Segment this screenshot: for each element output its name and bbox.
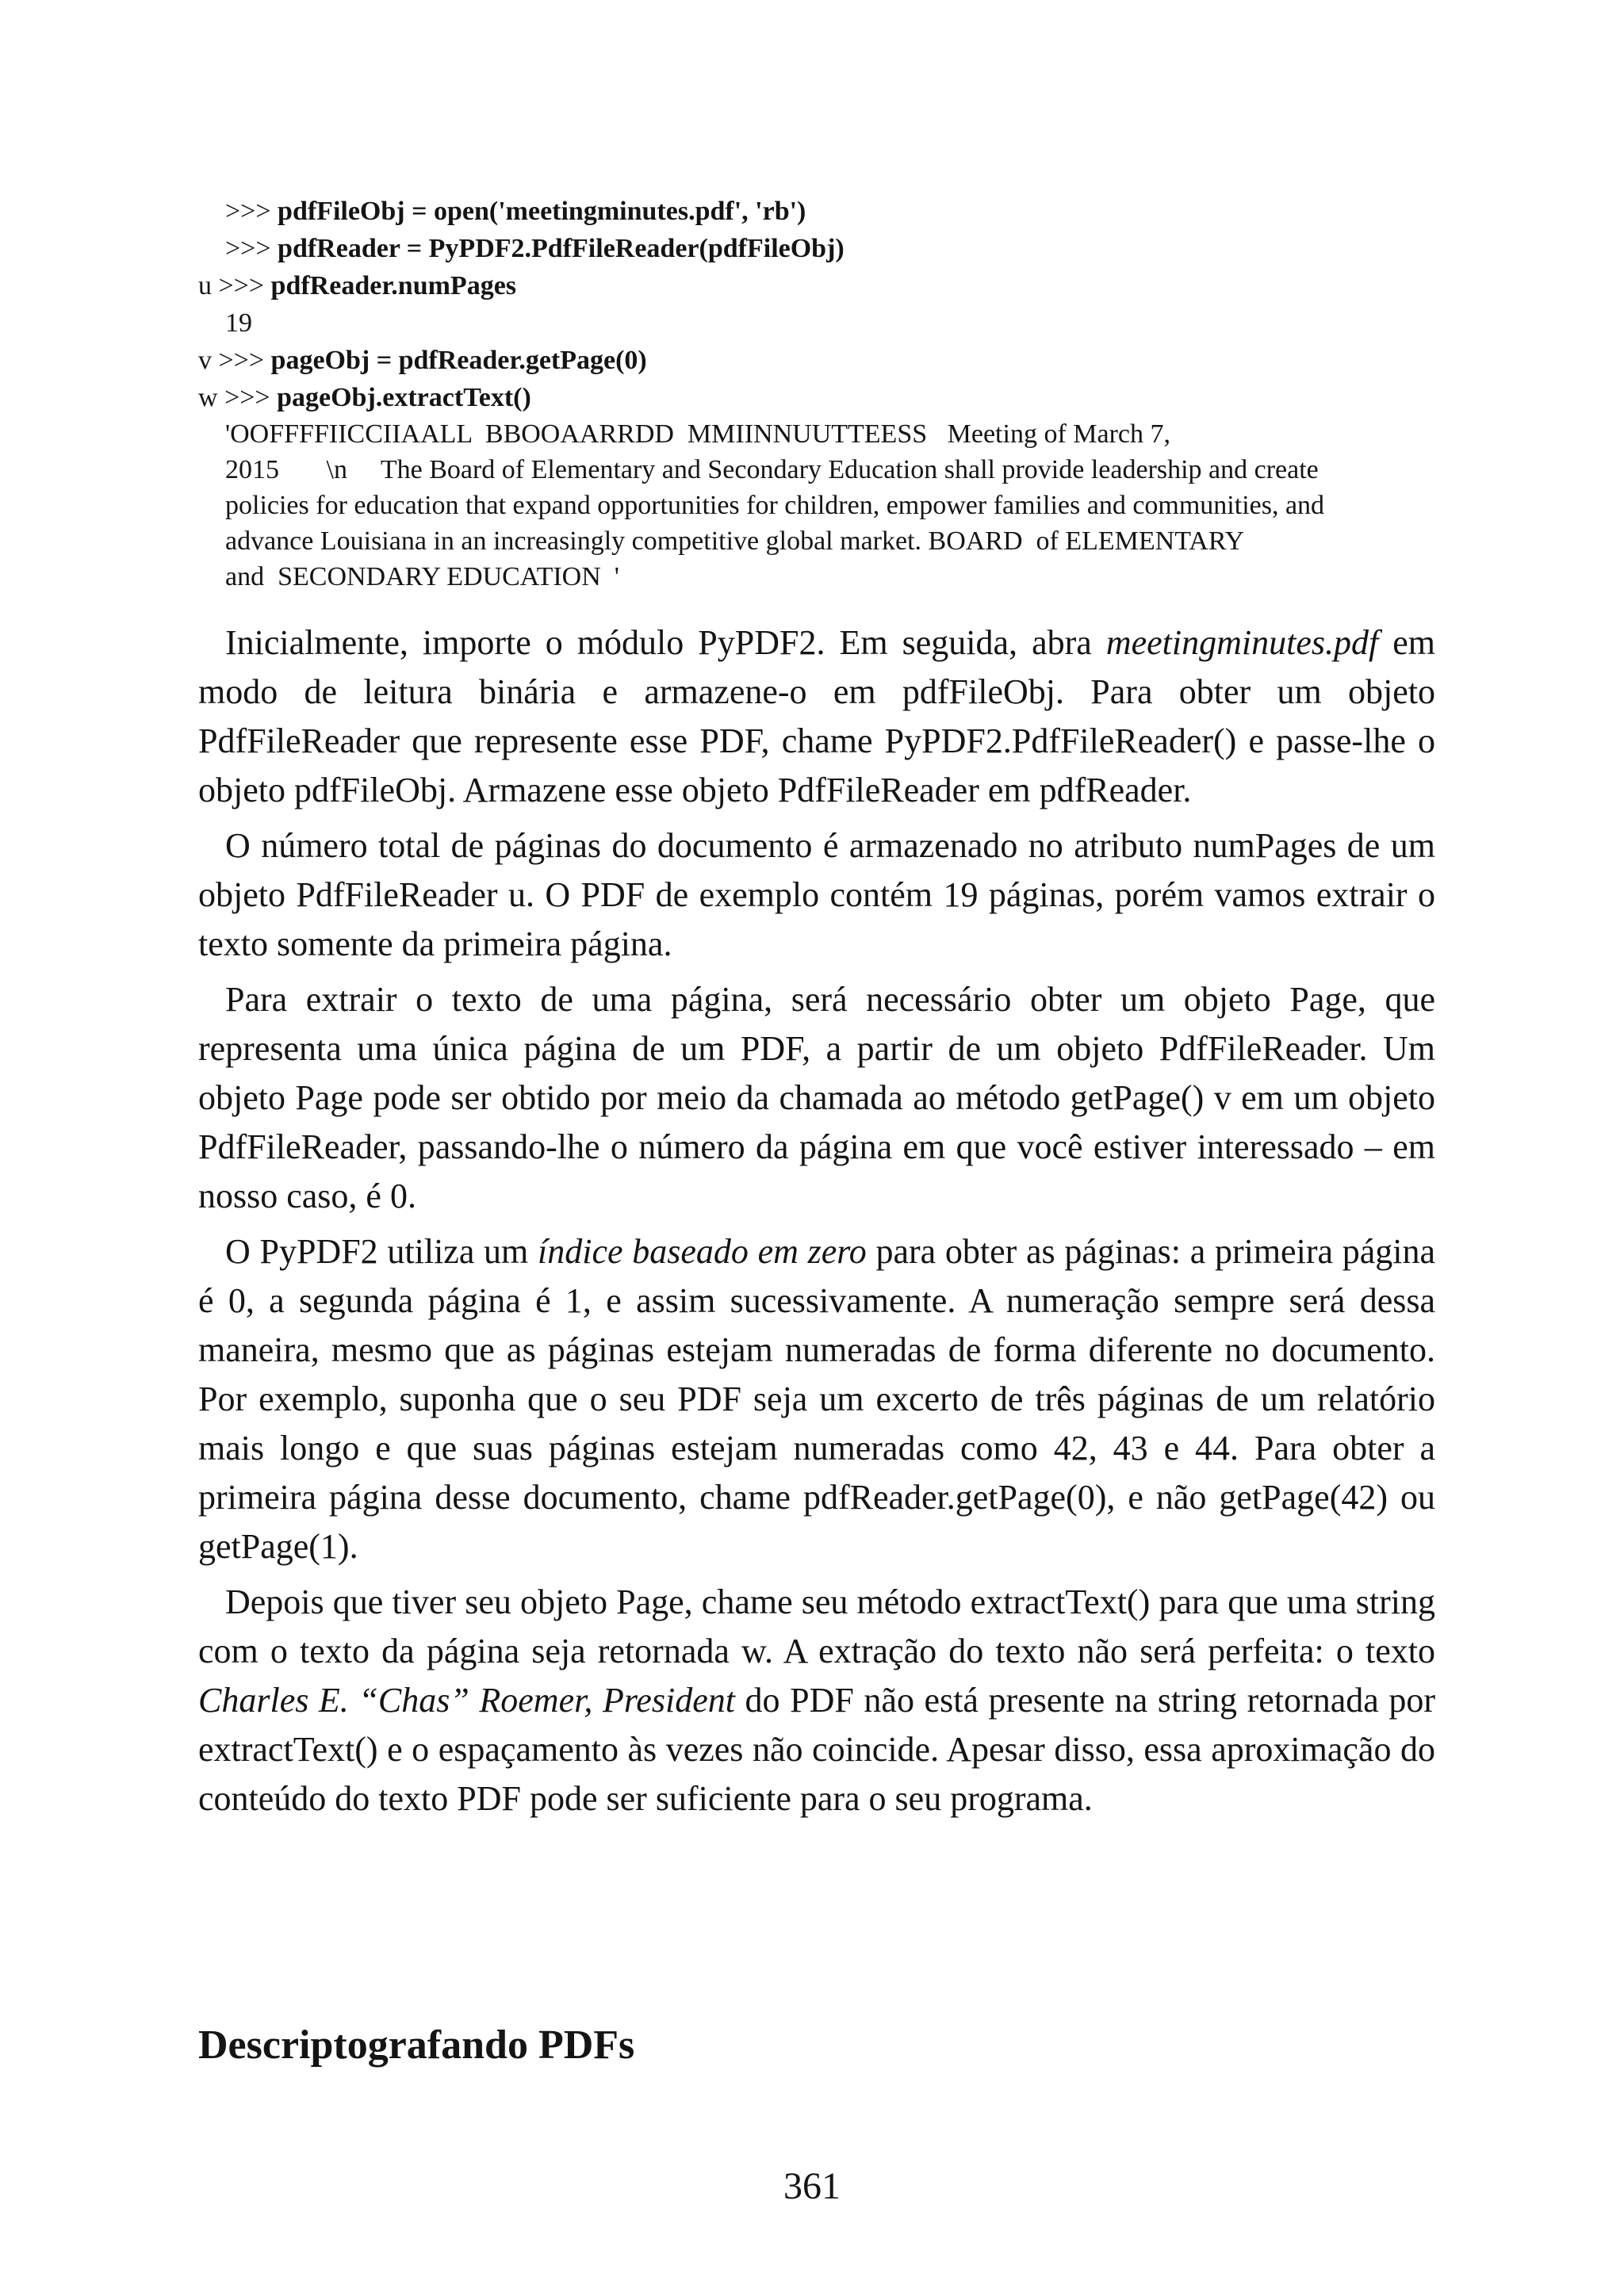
code-marker: u: [198, 271, 219, 300]
code-input: pageObj.extractText(): [277, 383, 531, 412]
code-output: 19: [225, 308, 252, 338]
italic-text: índice baseado em zero: [538, 1232, 867, 1271]
paragraph: Para extrair o texto de uma página, será necessário obter um objeto Page, que representa uma única página de um PDF, a partir de um objeto PdfFileReader. Um objeto Page pode ser obtido por meio da chamada ao método getPage() v em um objeto PdfFileReader, passando-lhe o número da página em que você estiver interessado – em nosso caso, é 0.: [198, 980, 1435, 1215]
paragraph: [198, 1227, 1435, 1571]
code-marker: v: [198, 346, 219, 375]
code-line: [198, 230, 1435, 267]
output-line: and SECONDARY EDUCATION ': [225, 562, 619, 591]
text-run: em modo de leitura binária e armazene-o em pdfFileObj. Para obter um objeto PdfFileReader que represente esse PDF, chame PyPDF2.PdfFileReader() e passe-lhe o objeto pdfFileObj. Armazene esse objeto PdfFileReader em pdfReader.: [198, 623, 1435, 809]
code-prompt: >>>: [218, 346, 271, 375]
text-run: Inicialmente, importe o módulo PyPDF2. Em seguida, abra: [225, 623, 1106, 662]
paragraph: [198, 1578, 1435, 1823]
paragraph: [198, 618, 1435, 815]
paragraph: O número total de páginas do documento é armazenado no atributo numPages de um objeto PdfFileReader u. O PDF de exemplo contém 19 páginas, porém vamos extrair o texto somente da primeira página.: [198, 826, 1435, 963]
code-line: [198, 267, 1435, 304]
output-line: 'OOFFFFIICCIIAALL BBOOAARRDD MMIINNUUTTEESS Meeting of March 7,: [225, 419, 1171, 449]
code-prompt: >>>: [225, 197, 278, 226]
body-text: [198, 618, 1435, 1830]
text-run: do PDF não está presente na string retornada por extractText() e o espaçamento às vezes não coincide. Apesar disso, essa aproximação do conteúdo do texto PDF pode ser suficiente para o seu programa.: [198, 1681, 1436, 1818]
code-prompt: >>>: [225, 234, 278, 263]
code-input: pdfFileObj = open('meetingminutes.pdf', 'rb'): [278, 197, 806, 226]
output-line: advance Louisiana in an increasingly competitive global market. BOARD of ELEMENTARY: [225, 526, 1245, 556]
code-prompt: >>>: [218, 271, 271, 300]
text-run: Depois que tiver seu objeto Page, chame seu método extractText() para que uma string com o texto da página seja retornada w. A extração do texto não será perfeita: o texto: [198, 1582, 1435, 1670]
output-line: policies for education that expand opportunities for children, empower families and communities, and: [225, 491, 1325, 520]
code-line: [198, 304, 1435, 342]
code-marker: w: [198, 383, 225, 412]
code-prompt: >>>: [224, 383, 278, 412]
code-input: pdfReader.numPages: [270, 271, 517, 300]
section-heading: Descriptografando PDFs: [198, 2022, 635, 2068]
code-line: [198, 379, 1435, 416]
code-line: [198, 193, 1435, 230]
code-line: [198, 342, 1435, 379]
output-line: 2015 \n The Board of Elementary and Secondary Education shall provide leadership and create: [225, 455, 1319, 484]
code-block: [198, 193, 1435, 591]
italic-text: meetingminutes.pdf: [1105, 623, 1379, 662]
code-input: pageObj = pdfReader.getPage(0): [270, 346, 647, 375]
text-run: para obter as páginas: a primeira página é 0, a segunda página é 1, e assim sucessivamente. A numeração sempre será dessa maneira, mesmo que as páginas estejam numeradas de forma diferente no documento. Por exemplo, suponha que o seu PDF seja um excerto de três páginas de um relatório mais longo e que suas páginas estejam numeradas como 42, 43 e 44. Para obter a primeira página desse documento, chame pdfReader.getPage(0), e não getPage(42) ou getPage(1).: [198, 1232, 1435, 1566]
extract-text-output: [225, 416, 1431, 595]
page-number: 361: [783, 2165, 841, 2207]
code-input: pdfReader = PyPDF2.PdfFileReader(pdfFileObj): [278, 234, 845, 263]
text-run: O PyPDF2 utiliza um: [225, 1232, 538, 1271]
italic-text: Charles E. “Chas” Roemer, President: [198, 1681, 735, 1720]
